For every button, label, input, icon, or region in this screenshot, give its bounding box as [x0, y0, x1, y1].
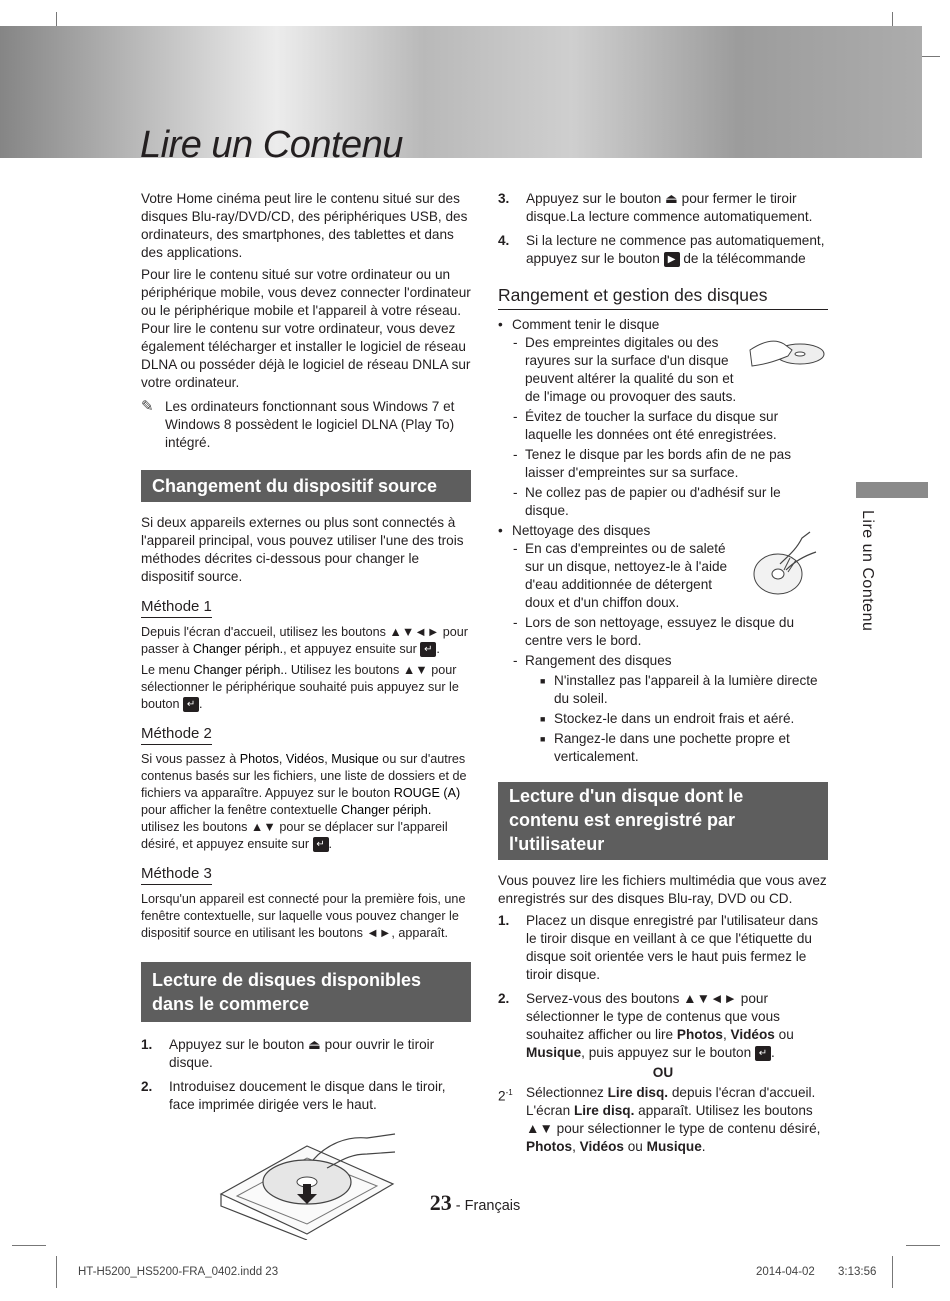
section-intro: Si deux appareils externes ou plus sont connectés à l'appareil principal, vous pouvez utiliser l'une des trois méthodes décrites ci-dessous pour changer le dispositif source. — [141, 515, 464, 584]
list-item: - Ne collez pas de papier ou d'adhésif sur le disque. — [513, 485, 781, 518]
page-number: 23 - Français — [429, 1190, 521, 1215]
step: 4. Si la lecture ne commence pas automatiquement, appuyez sur le bouton ▶ de la télécommande — [498, 233, 825, 266]
step: 1. Appuyez sur le bouton ⏏ pour ouvrir le tiroir disque. — [141, 1037, 435, 1070]
method-title: Méthode 1 — [141, 598, 212, 618]
crop-mark — [12, 1245, 46, 1246]
step: 2. Servez-vous des boutons ▲▼◄► pour sélectionner le type de contenus que vous souhaitez afficher ou lire Photos, Vidéos ou Musique, puis appuyez sur le bouton ↵ . — [498, 991, 794, 1060]
right-column — [498, 190, 828, 1162]
left-column — [141, 190, 471, 1240]
list-item: • Comment tenir le disque — [498, 317, 660, 332]
method-title: Méthode 2 — [141, 725, 212, 745]
disc-tray-icon — [217, 1124, 397, 1240]
list-item: • Nettoyage des disques — [498, 523, 651, 538]
list-item: - Évitez de toucher la surface du disque sur laquelle les données ont été enregistrées. — [513, 409, 779, 442]
section-title: Changement du dispositif source — [141, 470, 471, 502]
section-intro: Vous pouvez lire les fichiers multimédia que vous avez enregistrés sur des disques Blu-ray, DVD ou CD. — [498, 873, 827, 906]
alternative-label: OU — [652, 1065, 674, 1080]
enter-icon: ↵ — [313, 837, 329, 852]
crop-mark — [906, 1245, 940, 1246]
enter-icon: ↵ — [420, 642, 436, 657]
list-item: - Rangement des disques — [513, 653, 672, 668]
list-item: ■ Rangez-le dans une pochette propre et verticalement. — [540, 731, 790, 764]
header-banner — [0, 26, 922, 158]
list-item: - En cas d'empreintes ou de saleté sur un disque, nettoyez-le à l'aide d'eau additionnée de détergent doux et d'un chiffon doux. — [513, 541, 728, 610]
method-text: Depuis l'écran d'accueil, utilisez les boutons ▲▼◄► pour passer à Changer périph., et appuyez ensuite sur ↵ . — [141, 625, 468, 656]
enter-icon: ↵ — [755, 1046, 771, 1061]
section-title: Lecture de disques disponibles dans le commerce — [141, 962, 471, 1022]
crop-mark — [892, 1256, 893, 1288]
imprint-time: 3:13:56 — [838, 1266, 877, 1278]
imprint-file: HT-H5200_HS5200-FRA_0402.indd 23 — [78, 1266, 279, 1278]
section-title: Lecture d'un disque dont le contenu est enregistré par l'utilisateur — [498, 782, 828, 860]
step: 2. Introduisez doucement le disque dans le tiroir, face imprimée dirigée vers le haut. — [141, 1079, 446, 1112]
list-item: - Tenez le disque par les bords afin de ne pas laisser d'empreintes sur sa surface. — [513, 447, 792, 480]
enter-icon: ↵ — [183, 697, 199, 712]
method-text: Lorsqu'un appareil est connecté pour la première fois, une fenêtre contextuelle, sur laquelle vous pouvez changer le dispositif source en utilisant les boutons ◄►, apparaît. — [141, 892, 466, 940]
list-item: ■ N'installez pas l'appareil à la lumière directe du soleil. — [540, 673, 818, 706]
section-title: Rangement et gestion des disques — [498, 284, 828, 310]
imprint-date: 2014-04-02 — [756, 1266, 815, 1278]
play-icon: ▶ — [664, 252, 680, 267]
page-title: Lire un Contenu — [140, 124, 403, 166]
side-tab-marker — [856, 482, 928, 498]
note-text: Les ordinateurs fonctionnant sous Windows 7 et Windows 8 possèdent le logiciel DLNA (Play To) intégré. — [165, 399, 455, 450]
disc-cleaning-icon — [750, 530, 820, 600]
method-title: Méthode 3 — [141, 865, 212, 885]
list-item: - Des empreintes digitales ou des rayures sur la surface d'un disque peuvent altérer la qualité du son et de l'image ou provoquer des sauts. — [513, 335, 737, 404]
list-item: - Lors de son nettoyage, essuyez le disque du centre vers le bord. — [513, 615, 795, 648]
step: $2^{-1}$ Sélectionnez Lire disq. depuis l'écran d'accueil. L'écran Lire disq. apparaît. Utilisez les boutons ▲▼ pour sélectionner le type de contenu désiré, Photos, Vidéos ou Musique. — [498, 1085, 821, 1154]
step: 1. Placez un disque enregistré par l'utilisateur dans le tiroir disque en veillant à ce que l'étiquette du disque soit orientée vers le haut puis fermez le tiroir disque. — [498, 913, 819, 982]
intro-paragraph: Pour lire le contenu situé sur votre ordinateur ou un périphérique mobile, vous devez connecter l'ordinateur ou le périphérique mobile et l'appareil à votre réseau. Pour lire le contenu sur votre ordinateur, vous devez également télécharger et installer le logiciel de réseau DLNA ou posséder déjà le logiciel de réseau DNLA sur votre ordinateur. — [141, 267, 471, 390]
method-text: Le menu Changer périph.. Utilisez les boutons ▲▼ pour sélectionner le périphérique souhaité puis appuyez sur le bouton ↵ . — [141, 663, 459, 711]
disc-hand-icon — [748, 334, 826, 378]
method-text: Si vous passez à Photos, Vidéos, Musique ou sur d'autres contenus basés sur les fichiers, une liste de dossiers et de fichiers va apparaître. Appuyez sur le bouton ROUGE (A) pour afficher la fenêtre contextuelle Changer périph. utilisez les boutons ▲▼ pour se déplacer sur l'appareil désiré, et appuyez ensuite sur ↵ . — [141, 752, 467, 851]
pencil-note-icon: ✎ — [141, 398, 154, 415]
crop-mark — [56, 1256, 57, 1288]
note — [141, 398, 471, 452]
step: 3. Appuyez sur le bouton ⏏ pour fermer le tiroir disque.La lecture commence automatiquement. — [498, 191, 813, 224]
list-item: ■ Stockez-le dans un endroit frais et aéré. — [540, 711, 795, 726]
side-tab: Lire un Contenu — [859, 510, 876, 632]
intro-paragraph: Votre Home cinéma peut lire le contenu situé sur des disques Blu-ray/DVD/CD, des périphériques USB, des ordinateurs, des smartphones, des tablettes et dans des applications. — [141, 191, 468, 260]
